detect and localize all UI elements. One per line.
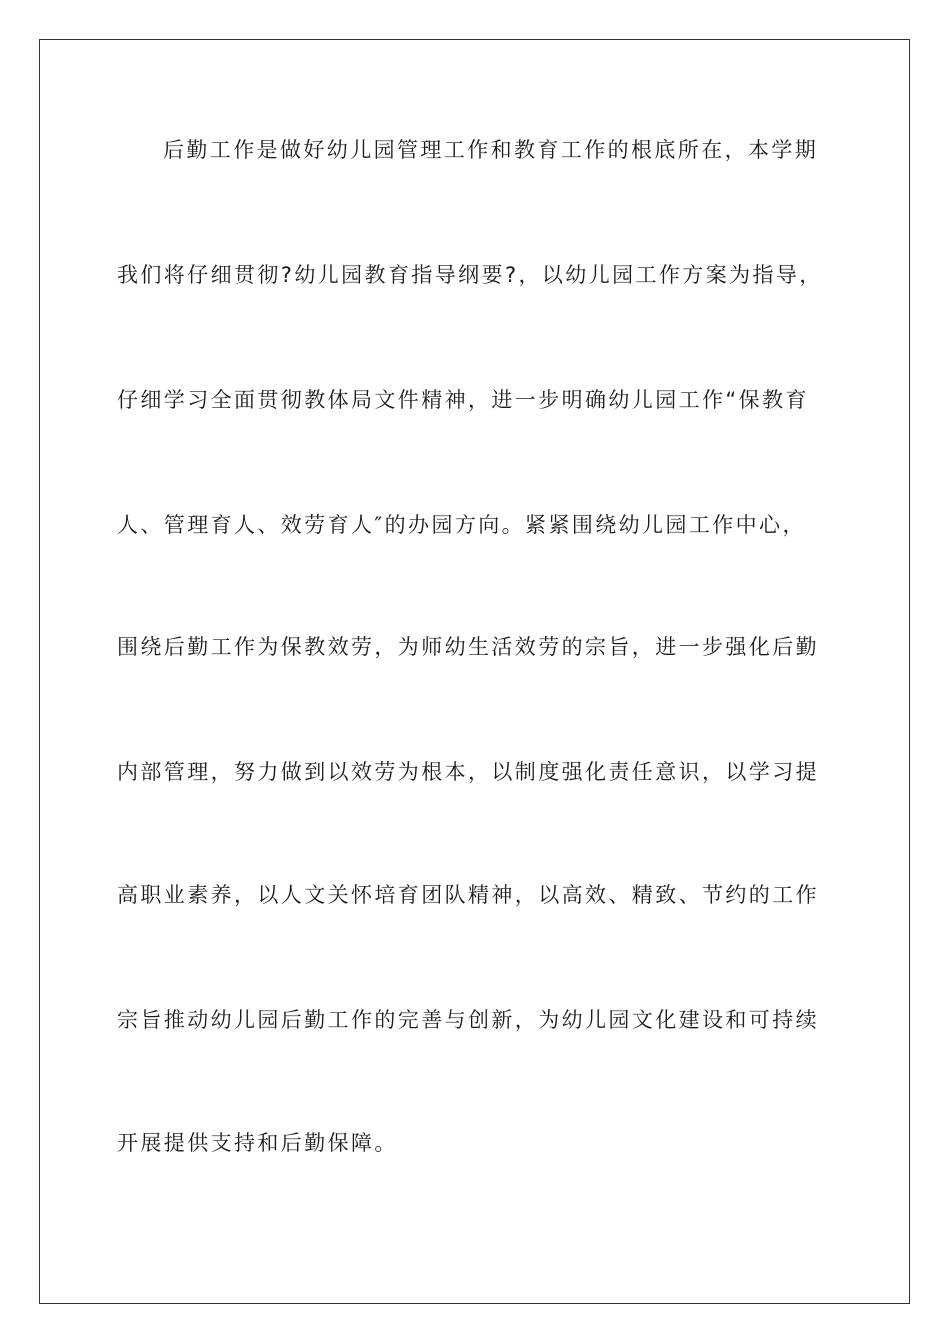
paragraph-line-9: 开展提供支持和后勤保障。 [117,1131,398,1155]
paragraph-line-2: 我们将仔细贯彻?幼儿园教育指导纲要?，以幼儿园工作方案为指导， [117,263,823,287]
paragraph-line-6: 内部管理，努力做到以效劳为根本，以制度强化责任意识，以学习提 [117,760,819,784]
paragraph-line-8: 宗旨推动幼儿园后勤工作的完善与创新，为幼儿园文化建设和可持续 [117,1008,819,1032]
paragraph-line-1: 后勤工作是做好幼儿园管理工作和教育工作的根底所在，本学期 [163,138,819,162]
paragraph-line-5: 围绕后勤工作为保教效劳，为师幼生活效劳的宗旨，进一步强化后勤 [117,635,819,659]
paragraph-line-7: 高职业素养，以人文关怀培育团队精神，以高效、精致、节约的工作 [117,883,819,907]
page-border [39,39,910,1304]
paragraph-line-4: 人、管理育人、效劳育人″的办园方向。紧紧围绕幼儿园工作中心， [117,513,806,537]
paragraph-line-3: 仔细学习全面贯彻教体局文件精神，进一步明确幼儿园工作“保教育 [117,388,809,412]
